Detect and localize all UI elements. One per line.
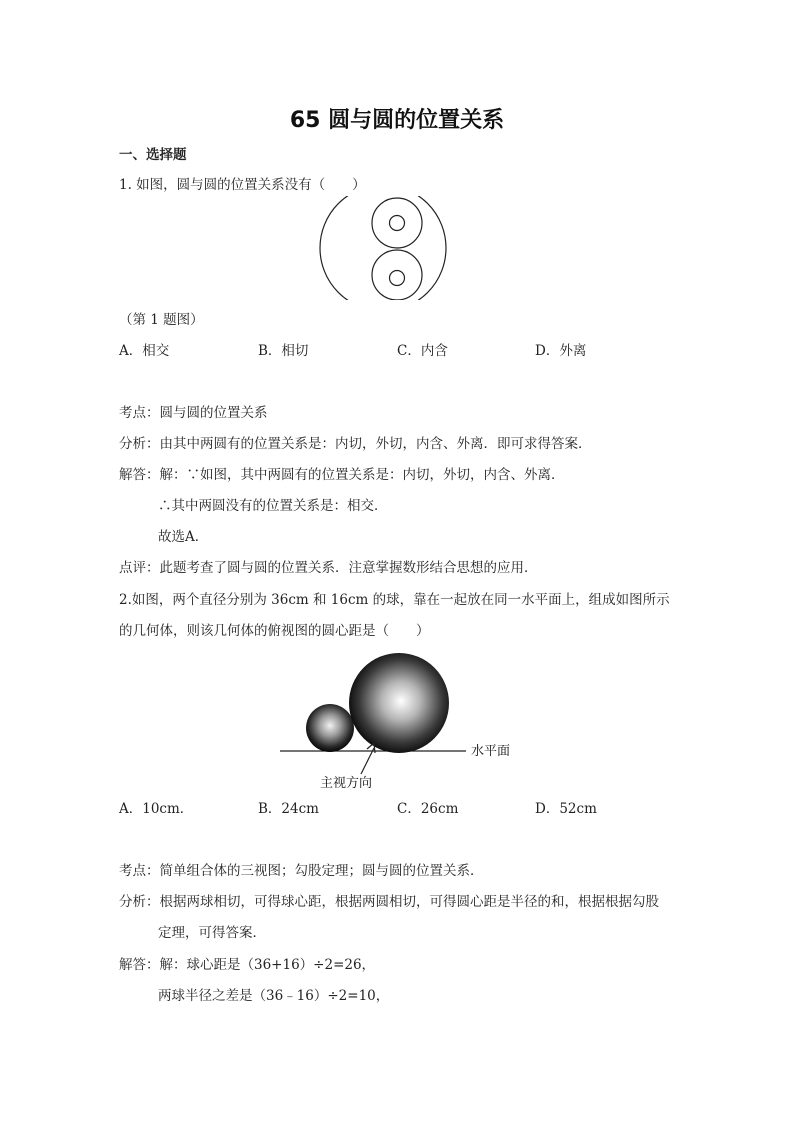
large-sphere bbox=[349, 653, 449, 753]
q2-kaodian: 考点：简单组合体的三视图；勾股定理；圆与圆的位置关系． bbox=[119, 863, 484, 879]
q1-fenxi: 分析：由其中两圆有的位置关系是：内切，外切，内含、外离．即可求得答案． bbox=[119, 436, 592, 452]
label-view-direction: 主视方向 bbox=[320, 776, 373, 791]
small-sphere bbox=[306, 704, 354, 752]
q2-jieda-1: 解答：解：球心距是（36+16）÷2=26， bbox=[119, 957, 376, 973]
q1-option-d: D．外离 bbox=[535, 343, 587, 359]
q2-stem-2: 的几何体，则该几何体的俯视图的圆心距是（ ） bbox=[119, 623, 430, 639]
q2-stem-1: 2.如图，两个直径分别为 36cm 和 16cm 的球，靠在一起放在同一水平面上，组成如图所示 bbox=[119, 592, 670, 608]
q2-option-a: A．10cm． bbox=[119, 801, 194, 817]
q2-option-c: C．26cm bbox=[397, 801, 459, 817]
q1-jieda-2: ∴其中两圆没有的位置关系是：相交． bbox=[158, 498, 388, 514]
q2-fenxi-1: 分析：根据两球相切，可得球心距，根据两圆相切，可得圆心距是半径的和，根据根据勾股 bbox=[119, 894, 659, 910]
q2-fenxi-2: 定理，可得答案． bbox=[158, 925, 266, 941]
section-heading: 一、选择题 bbox=[119, 147, 187, 163]
q1-dianping: 点评：此题考查了圆与圆的位置关系．注意掌握数形结合思想的应用． bbox=[119, 560, 538, 576]
view-direction-arrow bbox=[361, 748, 374, 774]
q1-stem: 1. 如图，圆与圆的位置关系没有（ ） bbox=[119, 177, 366, 193]
lower-middle-circle bbox=[372, 250, 422, 300]
q1-option-b: B．相切 bbox=[258, 343, 309, 359]
outer-circle bbox=[320, 196, 446, 300]
q2-figure bbox=[278, 650, 528, 795]
q2-option-d: D．52cm bbox=[535, 801, 597, 817]
q2-jieda-2: 两球半径之差是（36﹣16）÷2=10， bbox=[158, 988, 390, 1004]
q1-figure bbox=[318, 196, 450, 300]
q1-option-c: C．内含 bbox=[397, 343, 448, 359]
q1-kaodian: 考点：圆与圆的位置关系 bbox=[119, 405, 268, 421]
label-plane: 水平面 bbox=[471, 744, 511, 759]
lower-small-circle bbox=[390, 271, 405, 286]
upper-middle-circle bbox=[372, 198, 422, 248]
q1-jieda-3: 故选A． bbox=[158, 529, 209, 545]
page-title: 65 圆与圆的位置关系 bbox=[289, 108, 505, 133]
q2-option-b: B．24cm bbox=[258, 801, 319, 817]
q1-caption: （第 1 题图） bbox=[119, 312, 204, 328]
q1-option-a: A．相交 bbox=[119, 343, 170, 359]
q1-jieda-1: 解答：解：∵如图，其中两圆有的位置关系是：内切，外切，内含、外离． bbox=[119, 467, 565, 483]
upper-small-circle bbox=[390, 216, 405, 231]
